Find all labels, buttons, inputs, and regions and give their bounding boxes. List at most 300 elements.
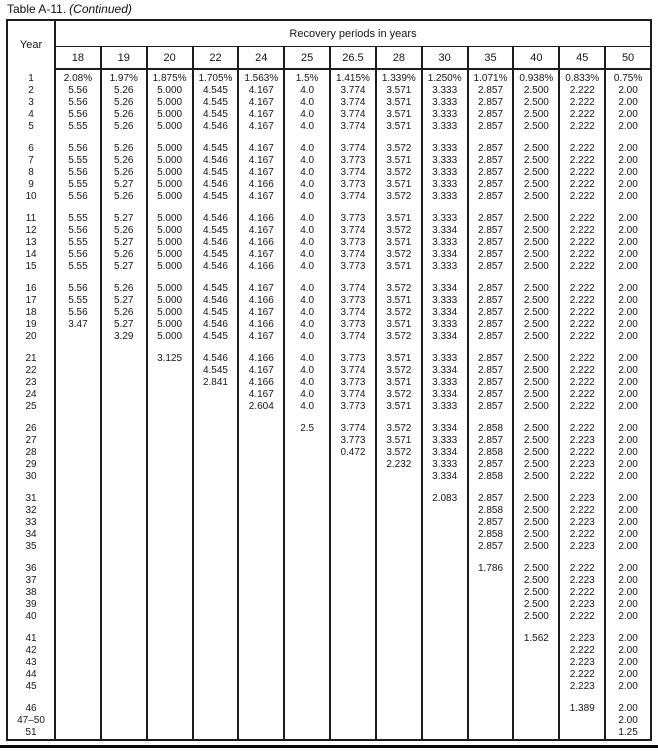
rate-cell [147,727,193,740]
rate-cell: 2.00 [605,295,651,307]
rate-cell [238,727,284,740]
spacer-cell [605,693,651,703]
rate-cell [330,529,376,541]
rate-cell: 5.000 [147,295,193,307]
rate-cell [284,471,330,483]
rate-cell [147,669,193,681]
spacer-cell [559,553,605,563]
rate-cell: 3.571 [376,121,422,133]
group-spacer-row [7,273,651,283]
rate-cell: 2.222 [559,143,605,155]
rate-cell: 2.223 [559,657,605,669]
spacer-cell [330,273,376,283]
rate-cell [468,575,514,587]
rate-cell: 4.545 [193,143,239,155]
rate-cell: 5.000 [147,121,193,133]
rate-cell: 2.857 [468,319,514,331]
rate-cell: 2.222 [559,225,605,237]
rate-cell [513,727,559,740]
rate-cell [193,447,239,459]
rate-cell: 2.857 [468,517,514,529]
rate-cell [468,587,514,599]
spacer-cell [238,203,284,213]
spacer-cell [284,203,330,213]
rate-cell: 4.167 [238,365,284,377]
rate-cell: 3.333 [422,179,468,191]
rate-cell: 2.00 [605,143,651,155]
rate-cell: 3.773 [330,377,376,389]
rate-cell: 2.500 [513,365,559,377]
table-row [7,541,651,553]
recovery-period-column-header: 28 [376,47,422,70]
year-cell: 7 [7,155,55,167]
rate-cell [468,681,514,693]
rate-cell: 1.5% [284,69,330,85]
table-row [7,225,651,237]
rate-cell: 2.500 [513,611,559,623]
rate-cell [330,715,376,727]
spacer-cell [55,413,101,423]
rate-cell [55,633,101,645]
rate-cell: 5.000 [147,97,193,109]
spacer-cell [559,623,605,633]
rate-cell: 0.472 [330,447,376,459]
rate-cell: 2.857 [468,493,514,505]
rate-cell: 4.546 [193,353,239,365]
rate-cell: 4.0 [284,249,330,261]
rate-cell: 5.55 [55,213,101,225]
year-cell: 22 [7,365,55,377]
year-cell: 47–50 [7,715,55,727]
rate-cell: 5.55 [55,237,101,249]
rate-cell [147,645,193,657]
rate-cell: 2.500 [513,237,559,249]
rate-cell [284,517,330,529]
rate-cell: 2.222 [559,377,605,389]
rate-cell [147,517,193,529]
rate-cell: 3.774 [330,331,376,343]
rate-cell [330,669,376,681]
spacer-cell [605,273,651,283]
rate-cell: 4.167 [238,143,284,155]
rate-cell: 2.500 [513,529,559,541]
rate-cell: 2.857 [468,353,514,365]
year-cell: 25 [7,401,55,413]
spacer-cell [605,203,651,213]
rate-cell [284,669,330,681]
rate-cell: 4.545 [193,307,239,319]
group-spacer-row [7,413,651,423]
spacer-cell [605,483,651,493]
rate-cell [55,575,101,587]
rate-cell [284,587,330,599]
year-cell: 4 [7,109,55,121]
rate-cell: 4.545 [193,365,239,377]
spacer-cell [422,413,468,423]
rate-cell: 2.500 [513,191,559,203]
spacer-cell [7,483,55,493]
rate-cell [55,611,101,623]
table-row [7,179,651,191]
rate-cell: 4.0 [284,307,330,319]
rate-cell [147,435,193,447]
rate-cell: 5.56 [55,307,101,319]
rate-cell: 2.223 [559,681,605,693]
column-headers-row [7,47,651,70]
rate-cell: 3.333 [422,319,468,331]
rate-cell: 3.774 [330,225,376,237]
recovery-period-column-header: 19 [101,47,147,70]
year-cell: 17 [7,295,55,307]
table-row [7,307,651,319]
rate-cell [468,599,514,611]
rate-cell: 3.47 [55,319,101,331]
rate-cell: 3.333 [422,377,468,389]
rate-cell: 2.858 [468,529,514,541]
rate-cell: 4.546 [193,155,239,167]
table-row [7,447,651,459]
rate-cell: 4.167 [238,97,284,109]
spacer-cell [330,343,376,353]
spacer-cell [422,133,468,143]
rate-cell: 3.334 [422,331,468,343]
year-cell: 15 [7,261,55,273]
rate-cell [193,587,239,599]
rate-cell [422,681,468,693]
rate-cell: 2.222 [559,645,605,657]
spacer-cell [330,413,376,423]
rate-cell [284,563,330,575]
table-row [7,611,651,623]
spacer-cell [238,693,284,703]
rate-cell [513,681,559,693]
rate-cell: 2.857 [468,191,514,203]
spacer-cell [376,133,422,143]
spacer-cell [55,343,101,353]
rate-cell: 5.26 [101,167,147,179]
year-cell: 12 [7,225,55,237]
rate-cell: 3.333 [422,213,468,225]
rate-cell [193,669,239,681]
year-cell: 43 [7,657,55,669]
rate-cell [147,493,193,505]
rate-cell: 5.26 [101,225,147,237]
rate-cell [55,541,101,553]
rate-cell [101,493,147,505]
rate-cell [193,645,239,657]
spacer-cell [284,413,330,423]
rate-cell: 3.571 [376,179,422,191]
rate-cell [101,447,147,459]
spacer-cell [468,483,514,493]
table-row [7,529,651,541]
year-cell: 14 [7,249,55,261]
rate-cell [147,447,193,459]
rate-cell: 2.500 [513,319,559,331]
rate-cell [284,633,330,645]
spacer-cell [193,413,239,423]
rate-cell: 4.0 [284,237,330,249]
group-spacer-row [7,693,651,703]
recovery-period-column-header: 22 [193,47,239,70]
rate-cell: 3.333 [422,237,468,249]
rate-cell [147,505,193,517]
rate-cell: 5.55 [55,295,101,307]
rate-cell [376,471,422,483]
rate-cell [238,633,284,645]
spacer-cell [101,273,147,283]
rate-cell: 2.222 [559,319,605,331]
rate-cell: 3.572 [376,143,422,155]
rate-cell [193,459,239,471]
rate-cell [147,715,193,727]
year-cell: 32 [7,505,55,517]
rate-cell [238,681,284,693]
rate-cell: 5.000 [147,283,193,295]
table-row [7,599,651,611]
rate-cell: 3.334 [422,249,468,261]
rate-cell [376,727,422,740]
rate-cell: 2.00 [605,237,651,249]
rate-cell: 3.334 [422,471,468,483]
rate-cell: 3.572 [376,283,422,295]
table-row [7,109,651,121]
rate-cell: 3.334 [422,389,468,401]
rate-cell: 2.00 [605,715,651,727]
rate-cell: 5.000 [147,167,193,179]
rate-cell [330,505,376,517]
rate-cell: 5.27 [101,319,147,331]
spacer-cell [468,693,514,703]
rate-cell: 2.222 [559,447,605,459]
rate-cell: 0.938% [513,69,559,85]
rate-cell: 1.705% [193,69,239,85]
rate-cell: 2.00 [605,493,651,505]
table-title [7,2,658,16]
rate-cell: 4.167 [238,283,284,295]
rate-cell: 2.222 [559,401,605,413]
rate-cell: 4.167 [238,225,284,237]
rate-cell [193,505,239,517]
rate-cell: 3.774 [330,365,376,377]
group-spacer-row [7,343,651,353]
rate-cell: 3.571 [376,377,422,389]
rate-cell: 2.00 [605,471,651,483]
spacer-cell [376,623,422,633]
rate-cell [193,599,239,611]
rate-cell: 4.167 [238,191,284,203]
rate-cell [284,493,330,505]
rate-cell: 4.0 [284,331,330,343]
spacer-cell [513,623,559,633]
year-cell: 51 [7,727,55,740]
rate-cell [101,727,147,740]
rate-cell: 2.857 [468,249,514,261]
table-row [7,97,651,109]
spacer-cell [513,483,559,493]
year-cell: 19 [7,319,55,331]
table-row [7,167,651,179]
year-cell: 23 [7,377,55,389]
rate-cell [193,563,239,575]
rate-cell: 2.00 [605,213,651,225]
rate-cell: 2.500 [513,563,559,575]
rate-cell: 3.333 [422,121,468,133]
spacer-cell [559,693,605,703]
rate-cell [559,715,605,727]
rate-cell: 4.546 [193,295,239,307]
rate-cell: 3.572 [376,307,422,319]
spacer-cell [147,553,193,563]
rate-cell: 2.857 [468,283,514,295]
rate-cell: 2.00 [605,669,651,681]
rate-cell: 4.546 [193,179,239,191]
spacer-cell [101,203,147,213]
rate-cell: 2.222 [559,505,605,517]
table-row [7,681,651,693]
rate-cell: 2.857 [468,167,514,179]
rate-cell [284,611,330,623]
rate-cell [376,587,422,599]
spacer-cell [330,623,376,633]
rate-cell [147,681,193,693]
rate-cell: 4.166 [238,353,284,365]
rate-cell [238,587,284,599]
rate-cell: 5.56 [55,191,101,203]
rate-cell: 3.571 [376,261,422,273]
rate-cell: 2.500 [513,331,559,343]
rate-cell [55,517,101,529]
rate-cell: 1.25 [605,727,651,740]
rate-cell [330,541,376,553]
table-title-continued: (Continued) [69,2,132,16]
rate-cell: 2.00 [605,283,651,295]
rate-cell: 3.571 [376,295,422,307]
rate-cell: 4.546 [193,319,239,331]
rate-cell: 5.000 [147,319,193,331]
rate-cell: 5.000 [147,85,193,97]
group-spacer-row [7,133,651,143]
rate-cell [55,715,101,727]
rate-cell: 2.857 [468,377,514,389]
rate-cell [55,471,101,483]
spacer-cell [559,203,605,213]
rate-cell: 3.774 [330,283,376,295]
rate-cell: 4.545 [193,331,239,343]
rate-cell: 2.00 [605,599,651,611]
rate-cell: 2.222 [559,471,605,483]
spacer-cell [605,623,651,633]
rate-cell [376,505,422,517]
rate-cell [376,681,422,693]
rate-cell: 2.222 [559,331,605,343]
rate-cell: 3.571 [376,85,422,97]
rate-cell: 4.0 [284,389,330,401]
rate-cell: 5.000 [147,225,193,237]
rate-cell [55,389,101,401]
group-spacer-row [7,203,651,213]
rate-cell: 5.27 [101,295,147,307]
rate-cell: 2.222 [559,307,605,319]
rate-cell [513,703,559,715]
rate-cell: 4.167 [238,85,284,97]
rate-cell: 3.572 [376,423,422,435]
rate-cell: 1.250% [422,69,468,85]
rate-cell: 2.222 [559,213,605,225]
rate-cell: 3.334 [422,365,468,377]
rate-cell: 3.773 [330,261,376,273]
rate-cell: 3.29 [101,331,147,343]
table-row [7,563,651,575]
rate-cell [101,669,147,681]
rate-cell [101,389,147,401]
year-cell: 39 [7,599,55,611]
spacer-cell [284,623,330,633]
table-row [7,471,651,483]
rate-cell: 2.00 [605,307,651,319]
rate-cell: 2.857 [468,435,514,447]
rate-cell [147,471,193,483]
rate-cell [330,645,376,657]
rate-cell [55,669,101,681]
spacer-cell [238,343,284,353]
rate-cell [376,633,422,645]
rate-cell: 2.857 [468,295,514,307]
spacer-cell [422,483,468,493]
rate-cell [101,517,147,529]
rate-cell: 2.00 [605,423,651,435]
rate-cell [101,365,147,377]
rate-cell: 2.222 [559,121,605,133]
rate-cell: 3.334 [422,225,468,237]
spacer-cell [422,693,468,703]
spacer-cell [7,693,55,703]
rate-cell: 2.857 [468,389,514,401]
spacer-cell [101,133,147,143]
rate-cell: 5.56 [55,225,101,237]
rate-cell: 2.500 [513,459,559,471]
group-spacer-row [7,553,651,563]
rate-cell: 2.857 [468,109,514,121]
rate-cell [193,389,239,401]
rate-cell [284,435,330,447]
rate-cell: 3.333 [422,143,468,155]
rate-cell: 3.333 [422,295,468,307]
rate-cell [101,633,147,645]
rate-cell: 3.333 [422,261,468,273]
rate-cell: 4.0 [284,377,330,389]
rate-cell: 2.500 [513,225,559,237]
rate-cell: 1.415% [330,69,376,85]
spacer-cell [193,273,239,283]
rate-cell: 3.572 [376,447,422,459]
rate-cell: 4.0 [284,143,330,155]
rate-cell [101,459,147,471]
rate-cell [513,657,559,669]
rate-cell: 2.858 [468,471,514,483]
rate-cell: 2.857 [468,121,514,133]
spacer-cell [330,483,376,493]
spacer-cell [468,273,514,283]
rate-cell: 2.500 [513,155,559,167]
rate-cell: 2.857 [468,85,514,97]
rate-cell: 2.00 [605,657,651,669]
rate-cell [147,389,193,401]
rate-cell: 2.857 [468,179,514,191]
spacer-cell [513,553,559,563]
table-row [7,191,651,203]
spacer-cell [238,483,284,493]
